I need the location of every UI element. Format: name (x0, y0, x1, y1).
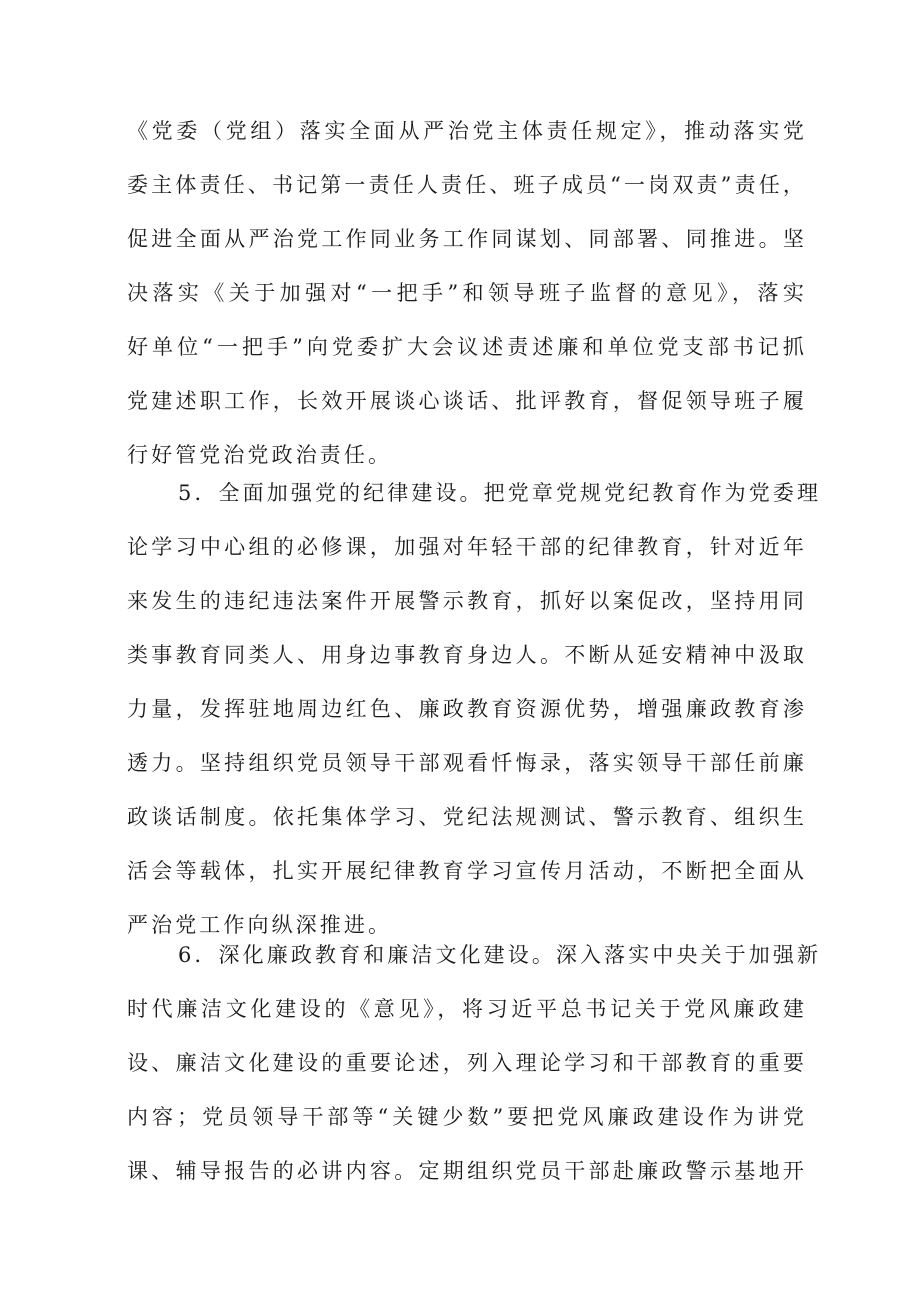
text-line: 党建述职工作，长效开展谈心谈话、批评教育，督促领导班子履 (127, 389, 807, 413)
paragraph-responsibility (127, 104, 807, 482)
text-line: 决落实《关于加强对“一把手”和领导班子监督的意见》，落实 (127, 281, 807, 305)
text-line: 6．深化廉政教育和廉洁文化建设。深入落实中央关于加强新 (178, 943, 822, 967)
text-line: 严治党工作向纵深推进。 (127, 913, 393, 937)
text-line: 透力。坚持组织党员领导干部观看忏悔录，落实领导干部任前廉 (127, 751, 807, 775)
paragraph-discipline-building (127, 466, 822, 952)
text-line: 类事教育同类人、用身边事教育身边人。不断从延安精神中汲取 (127, 643, 807, 667)
text-line: 设、廉洁文化建设的重要论述，列入理论学习和干部教育的重要 (127, 1051, 807, 1075)
text-line: 好单位“一把手”向党委扩大会议述责述廉和单位党支部书记抓 (127, 335, 807, 359)
text-line: 课、辅导报告的必讲内容。定期组织党员干部赴廉政警示基地开 (127, 1159, 807, 1183)
text-line: 来发生的违纪违法案件开展警示教育，抓好以案促改，坚持用同 (127, 589, 807, 613)
text-line: 力量，发挥驻地周边红色、廉政教育资源优势，增强廉政教育渗 (127, 697, 807, 721)
text-line: 委主体责任、书记第一责任人责任、班子成员“一岗双责”责任， (127, 173, 807, 197)
text-line: 行好管党治党政治责任。 (127, 443, 393, 467)
text-line: 论学习中心组的必修课，加强对年轻干部的纪律教育，针对近年 (127, 535, 807, 559)
text-line: 活会等载体，扎实开展纪律教育学习宣传月活动，不断把全面从 (127, 859, 807, 883)
text-line: 内容；党员领导干部等“关键少数”要把党风廉政建设作为讲党 (127, 1105, 807, 1129)
text-line: 《党委（党组）落实全面从严治党主体责任规定》，推动落实党 (127, 119, 807, 143)
text-line: 促进全面从严治党工作同业务工作同谋划、同部署、同推进。坚 (127, 227, 807, 251)
paragraph-integrity-culture (127, 928, 822, 1198)
text-line: 5．全面加强党的纪律建设。把党章党规党纪教育作为党委理 (178, 481, 822, 505)
text-line: 时代廉洁文化建设的《意见》，将习近平总书记关于党风廉政建 (127, 997, 807, 1021)
text-line: 政谈话制度。依托集体学习、党纪法规测试、警示教育、组织生 (127, 805, 807, 829)
